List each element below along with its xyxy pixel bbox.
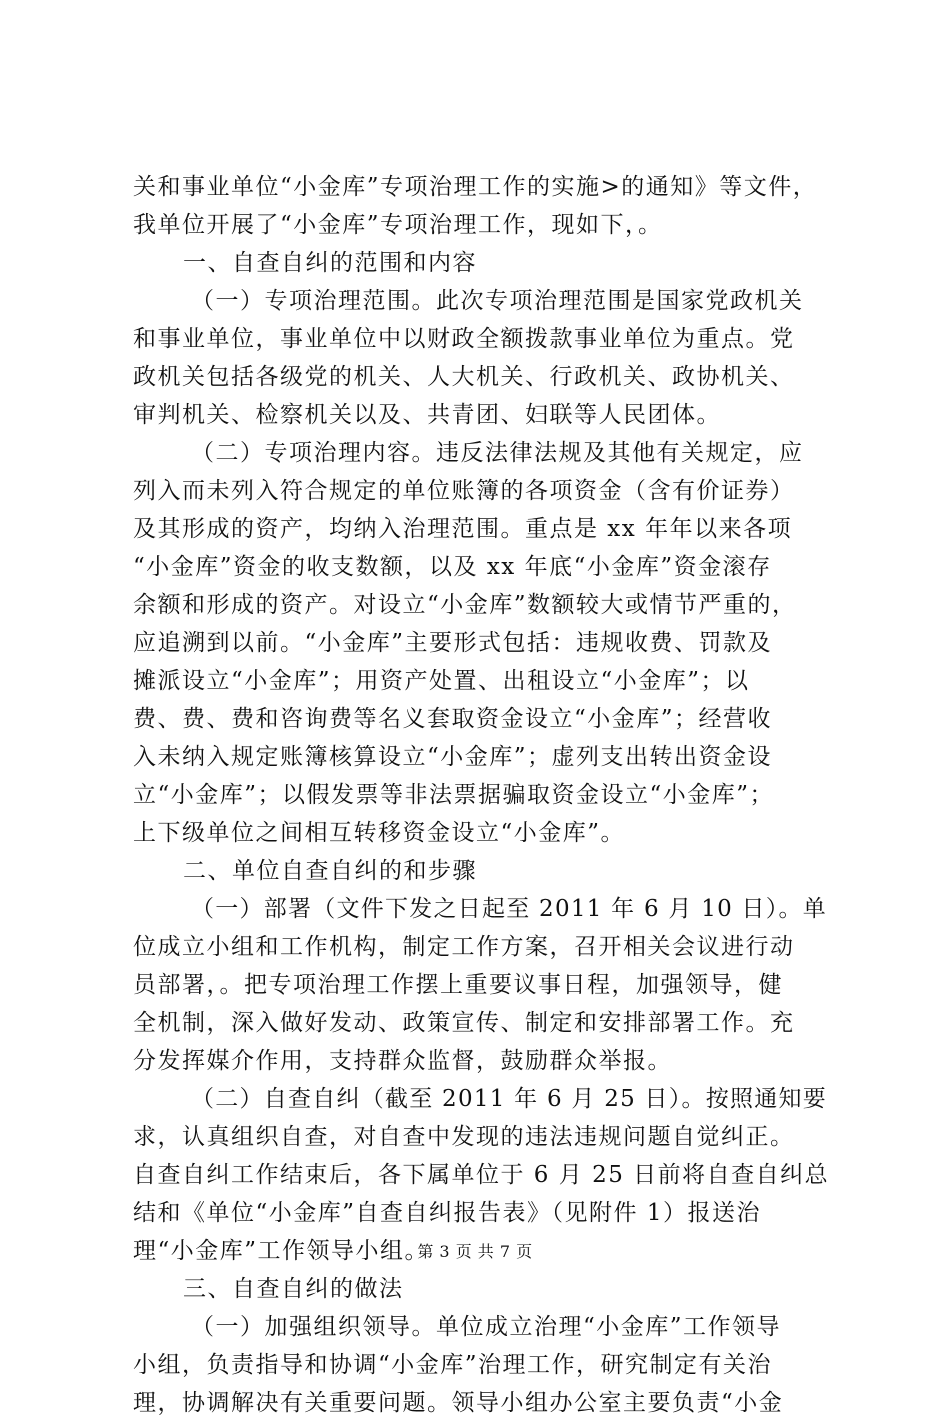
text-line: 政机关包括各级党的机关、人大机关、行政机关、政协机关、 <box>133 364 795 390</box>
text-line: 理“小金库”工作领导小组。 <box>133 1238 430 1264</box>
text-line: 理，协调解决有关重要问题。领导小组办公室主要负责“小金 <box>133 1390 784 1416</box>
text-line: 分发挥媒介作用，支持群众监督，鼓励群众举报。 <box>133 1048 672 1074</box>
document-body <box>133 168 833 1422</box>
text-line: （一）专项治理范围。此次专项治理范围是国家党政机关 <box>191 288 804 314</box>
text-line: 列入而未列入符合规定的单位账簿的各项资金（含有价证券） <box>133 478 795 504</box>
text-line: 求，认真组织自查，对自查中发现的违法违规问题自觉纠正。 <box>133 1124 795 1150</box>
text-line: 审判机关、检察机关以及、共青团、妇联等人民团体。 <box>133 402 721 428</box>
text-line: 和事业单位，事业单位中以财政全额拨款事业单位为重点。党 <box>133 326 795 352</box>
text-line: 关和事业单位“小金库”专项治理工作的实施>的通知》等文件， <box>133 174 818 200</box>
text-line: 应追溯到以前。“小金库”主要形式包括：违规收费、罚款及 <box>133 630 773 656</box>
text-line: 全机制，深入做好发动、政策宣传、制定和安排部署工作。充 <box>133 1010 795 1036</box>
text-line: 余额和形成的资产。对设立“小金库”数额较大或情节严重的， <box>133 592 797 618</box>
text-line: （二）专项治理内容。违反法律法规及其他有关规定，应 <box>191 440 804 466</box>
text-line: 位成立小组和工作机构，制定工作方案，召开相关会议进行动 <box>133 934 795 960</box>
section-heading: 二、单位自查自纠的和步骤 <box>183 858 477 884</box>
text-line: 入未纳入规定账簿核算设立“小金库”；虚列支出转出资金设 <box>133 744 773 770</box>
text-line: “小金库”资金的收支数额，以及 xx 年底“小金库”资金滚存 <box>133 554 772 580</box>
text-line: 自查自纠工作结束后，各下属单位于 6 月 25 日前将自查自纠总 <box>133 1162 830 1188</box>
text-line: 我单位开展了“小金库”专项治理工作，现如下，。 <box>133 212 663 238</box>
page-footer: 第 3 页 共 7 页 <box>417 1242 533 1261</box>
text-line: 立“小金库”；以假发票等非法票据骗取资金设立“小金库”； <box>133 782 775 808</box>
text-line: （二）自查自纠（截至 2011 年 6 月 25 日）。按照通知要 <box>191 1086 828 1112</box>
text-line: 摊派设立“小金库”；用资产处置、出租设立“小金库”；以 <box>133 668 750 694</box>
section-heading: 一、自查自纠的范围和内容 <box>183 250 477 276</box>
text-line: 结和《单位“小金库”自查自纠报告表》（见附件 1）报送治 <box>133 1200 761 1226</box>
text-line: 费、费、费和咨询费等名义套取资金设立“小金库”；经营收 <box>133 706 773 732</box>
text-line: 上下级单位之间相互转移资金设立“小金库”。 <box>133 820 626 846</box>
text-line: 小组，负责指导和协调“小金库”治理工作，研究制定有关治 <box>133 1352 773 1378</box>
text-line: 员部署，。把专项治理工作摆上重要议事日程，加强领导，健 <box>133 972 783 998</box>
text-line: （一）加强组织领导。单位成立治理“小金库”工作领导 <box>191 1314 782 1340</box>
text-line: 及其形成的资产，均纳入治理范围。重点是 xx 年年以来各项 <box>133 516 793 542</box>
text-line: （一）部署（文件下发之日起至 2011 年 6 月 10 日）。单 <box>191 896 828 922</box>
section-heading: 三、自查自纠的做法 <box>183 1276 404 1302</box>
